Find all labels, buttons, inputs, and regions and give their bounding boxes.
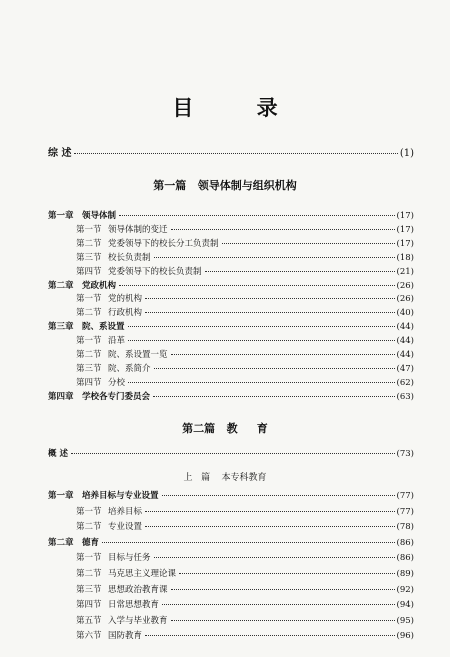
toc-section-entry[interactable]	[76, 599, 414, 611]
toc-entry-page: (89)	[396, 569, 414, 579]
section-number: 第四节	[76, 600, 102, 611]
dot-leader	[205, 271, 395, 272]
dot-leader	[171, 620, 395, 621]
toc-section-entry[interactable]	[76, 521, 414, 533]
toc-section-entry[interactable]	[76, 307, 414, 319]
chapter-number: 第三章	[48, 322, 74, 333]
toc-entry-title: 概 述	[48, 449, 68, 459]
toc-entry-title: 党的机构	[108, 294, 143, 305]
section-number: 第一节	[76, 553, 102, 564]
toc-entry-title: 学校各专门委员会	[82, 391, 151, 402]
toc-chapter-entry[interactable]	[48, 490, 414, 502]
dot-leader	[171, 589, 395, 590]
dot-leader	[128, 326, 395, 327]
toc-section-entry[interactable]	[76, 568, 414, 580]
dot-leader	[71, 453, 395, 454]
dot-leader	[153, 396, 395, 397]
dot-leader	[145, 298, 395, 299]
toc-chapter-entry[interactable]	[48, 537, 414, 549]
section-number: 第四节	[76, 266, 102, 277]
toc-entry-page: (21)	[396, 266, 414, 277]
dot-leader	[154, 368, 395, 369]
toc-entry-page: (17)	[396, 224, 414, 235]
part-heading: 第二篇 教 育	[182, 422, 268, 435]
dot-leader	[128, 340, 395, 341]
toc-chapter-entry[interactable]	[48, 321, 414, 333]
toc-section-entry[interactable]	[76, 630, 414, 642]
toc-entry-page: (17)	[396, 211, 414, 221]
toc-entry-title: 入学与毕业教育	[108, 615, 168, 626]
toc-entry-page: (44)	[396, 350, 414, 360]
toc-entry-page: (92)	[396, 584, 414, 595]
toc-chapter-entry[interactable]	[48, 210, 414, 222]
toc-entry-page: (44)	[396, 336, 414, 347]
part-heading: 第一篇 领导体制与组织机构	[153, 179, 297, 192]
toc-entry-title: 德育	[82, 537, 100, 548]
toc-entry-page: (26)	[396, 294, 414, 305]
toc-entry-title: 目标与任务	[108, 553, 151, 564]
chapter-number: 第一章	[48, 211, 74, 221]
dot-leader	[154, 557, 395, 558]
toc-section-entry[interactable]	[76, 552, 414, 564]
dot-leader	[162, 604, 395, 605]
toc-entry-page: (78)	[396, 522, 414, 533]
toc-chapter-entry[interactable]	[48, 280, 414, 292]
dot-leader	[179, 573, 395, 574]
section-number: 第二节	[76, 522, 102, 533]
toc-section-entry[interactable]	[76, 506, 414, 518]
toc-section-entry[interactable]	[76, 238, 414, 250]
dot-leader	[102, 542, 395, 543]
toc-entry-title: 沿革	[108, 336, 126, 347]
toc-section-entry[interactable]	[76, 224, 414, 236]
toc-section-entry[interactable]	[76, 252, 414, 264]
toc-entry-title: 培养目标	[108, 506, 143, 517]
toc-entry-page: (77)	[396, 491, 414, 501]
toc-section-entry[interactable]	[76, 335, 414, 347]
dot-leader	[171, 354, 395, 355]
toc-entry-page: (1)	[399, 148, 414, 159]
toc-entry-title: 领导体制的变迁	[108, 224, 168, 235]
dot-leader	[145, 312, 395, 313]
toc-entry-title: 党委领导下的校长负责制	[108, 266, 202, 277]
toc-section-entry[interactable]	[76, 293, 414, 305]
toc-entry-page: (18)	[396, 252, 414, 263]
section-number: 第二节	[76, 350, 102, 360]
toc-entry-title: 院、系设置	[82, 322, 125, 333]
dot-leader	[74, 153, 397, 154]
toc-entry-title: 领导体制	[82, 211, 117, 221]
chapter-number: 第二章	[48, 280, 74, 291]
toc-entry-page: (96)	[396, 631, 414, 642]
toc-entry-overview[interactable]	[48, 148, 414, 160]
toc-section-entry[interactable]	[76, 363, 414, 375]
toc-entry-page: (86)	[396, 537, 414, 548]
toc-entry-title: 专业设置	[108, 522, 143, 533]
toc-entry-page: (40)	[396, 308, 414, 319]
section-number: 第三节	[76, 584, 102, 595]
toc-entry-page: (62)	[396, 377, 414, 388]
dot-leader	[154, 257, 395, 258]
toc-entry-title: 党政机构	[82, 280, 117, 291]
toc-entry-title: 日常思想教育	[108, 600, 160, 611]
toc-entry-title: 综 述	[48, 148, 72, 159]
dot-leader	[145, 511, 395, 512]
dot-leader	[119, 215, 395, 216]
toc-entry-page: (26)	[396, 280, 414, 291]
dot-leader	[222, 243, 395, 244]
dot-leader	[145, 635, 395, 636]
section-number: 第二节	[76, 308, 102, 319]
toc-entry-page: (95)	[396, 615, 414, 626]
dot-leader	[128, 382, 395, 383]
toc-entry-overview[interactable]	[48, 448, 414, 460]
toc-section-entry[interactable]	[76, 615, 414, 627]
chapter-number: 第四章	[48, 391, 74, 402]
toc-entry-title: 培养目标与专业设置	[82, 491, 159, 501]
toc-entry-page: (86)	[396, 553, 414, 564]
section-number: 第一节	[76, 506, 102, 517]
toc-entry-title: 校长负责制	[108, 252, 151, 263]
toc-entry-title: 马克思主义理论课	[108, 569, 177, 579]
toc-section-entry[interactable]	[76, 266, 414, 278]
toc-entry-title: 院、系设置一览	[108, 350, 168, 360]
toc-entry-page: (94)	[396, 600, 414, 611]
toc-entry-title: 思想政治教育课	[108, 584, 168, 595]
section-number: 第二节	[76, 238, 102, 249]
dot-leader	[119, 285, 395, 286]
chapter-number: 第二章	[48, 537, 74, 548]
toc-section-entry[interactable]	[76, 349, 414, 361]
toc-entry-page: (17)	[396, 238, 414, 249]
section-number: 第二节	[76, 569, 102, 579]
sub-heading: 上 篇 本专科教育	[183, 473, 267, 483]
toc-entry-title: 国防教育	[108, 631, 143, 642]
toc-entry-page: (63)	[396, 391, 414, 402]
section-number: 第六节	[76, 631, 102, 642]
toc-entry-title: 院、系简介	[108, 363, 151, 374]
dot-leader	[162, 495, 395, 496]
page-title: 目 录	[172, 95, 306, 120]
toc-entry-page: (47)	[396, 363, 414, 374]
section-number: 第一节	[76, 294, 102, 305]
section-number: 第五节	[76, 615, 102, 626]
section-number: 第三节	[76, 363, 102, 374]
toc-entry-page: (77)	[396, 506, 414, 517]
dot-leader	[171, 229, 395, 230]
toc-section-entry[interactable]	[76, 377, 414, 389]
toc-entry-page: (73)	[396, 449, 414, 459]
section-number: 第三节	[76, 252, 102, 263]
section-number: 第四节	[76, 377, 102, 388]
section-number: 第一节	[76, 224, 102, 235]
chapter-number: 第一章	[48, 491, 74, 501]
toc-chapter-entry[interactable]	[48, 391, 414, 403]
section-number: 第一节	[76, 336, 102, 347]
toc-entry-page: (44)	[396, 322, 414, 333]
toc-entry-title: 党委领导下的校长分工负责制	[108, 238, 219, 249]
toc-section-entry[interactable]	[76, 584, 414, 596]
dot-leader	[145, 526, 395, 527]
toc-entry-title: 行政机构	[108, 308, 143, 319]
toc-entry-title: 分校	[108, 377, 126, 388]
